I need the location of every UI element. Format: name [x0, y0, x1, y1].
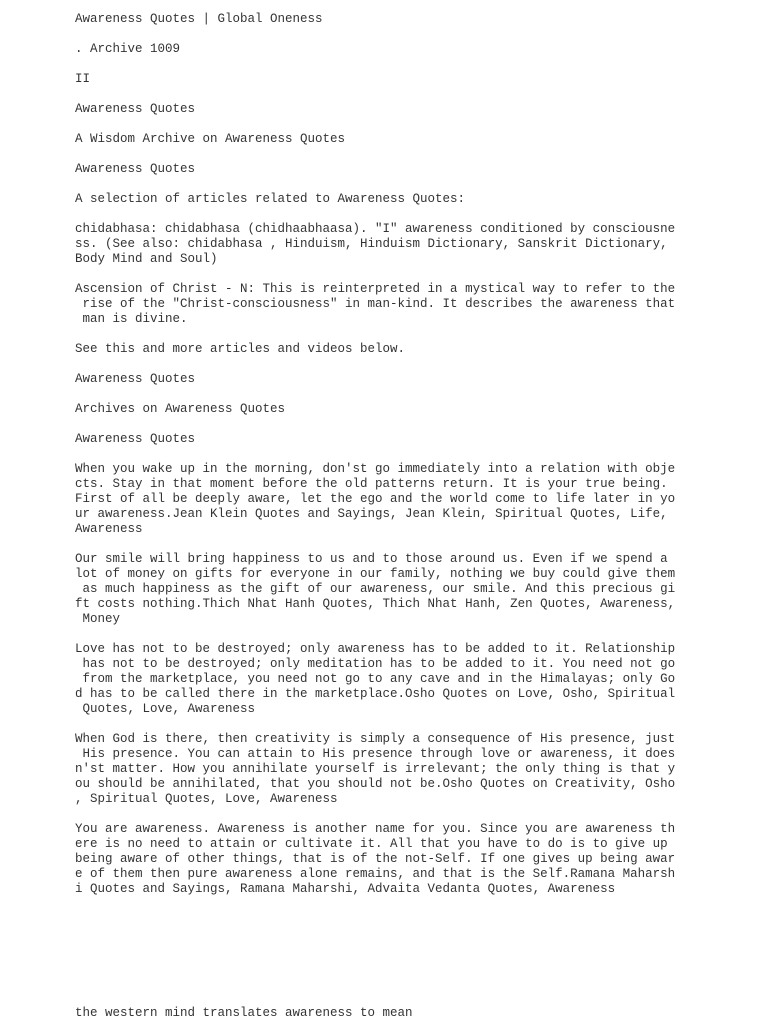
article-ascension: Ascension of Christ - N: This is reinterpreted in a mystical way to refer to the rise of the "Christ-consciousness" in man-kind. It describes the awareness that man is divine. — [75, 282, 676, 326]
quotes-title: Awareness Quotes — [75, 432, 196, 446]
roman-numeral: II — [75, 72, 91, 86]
page-heading: Awareness Quotes — [75, 102, 196, 116]
archive-label: . Archive 1009 — [75, 42, 181, 56]
lead-text: A selection of articles related to Awareness Quotes: — [75, 192, 466, 206]
trailing-text-line: the western mind translates awareness to mean — [75, 1006, 413, 1020]
see-more-text: See this and more articles and videos below. — [75, 342, 406, 356]
page-subtitle: A Wisdom Archive on Awareness Quotes — [75, 132, 346, 146]
quotes-section-title: Awareness Quotes — [75, 372, 196, 386]
quote-ramana-maharshi: You are awareness. Awareness is another name for you. Since you are awareness th ere is no need to attain or cultivate it. All that you have to do is to give up being aware of other things, that is of the not-Self. If one gives up being awar e of them then pure awareness alone remains, and that is the Self.Ramana Maharsh i Quotes and Sayings, Ramana Maharshi, Advaita Vedanta Quotes, Awareness — [75, 822, 676, 896]
article-chidabhasa: chidabhasa: chidabhasa (chidhaabhaasa). "I" awareness conditioned by consciousne ss. (See also: chidabhasa , Hinduism, Hinduism Dictionary, Sanskrit Dictionary, Body Mind and Soul) — [75, 222, 676, 266]
document-body — [75, 12, 685, 912]
quote-osho-creativity: When God is there, then creativity is simply a consequence of His presence, just His presence. You can attain to His presence through love or awareness, it does n'st matter. How you annihilate yourself is irrelevant; the only thing is that y ou should be annihilated, that you should not be.Osho Quotes on Creativity, Osho , Spiritual Quotes, Love, Awareness — [75, 732, 676, 806]
quote-thich-nhat-hanh: Our smile will bring happiness to us and to those around us. Even if we spend a lot of money on gifts for everyone in our family, nothing we buy could give them as much happiness as the gift of our awareness, our smile. And this precious gi ft costs nothing.Thich Nhat Hanh Quotes, Thich Nhat Hanh, Zen Quotes, Awareness, Money — [75, 552, 676, 626]
quote-osho-love: Love has not to be destroyed; only awareness has to be added to it. Relationship has not to be destroyed; only meditation has to be added to it. You need not go from the marketplace, you need not go to any cave and in the Himalayas; only Go d has to be called there in the marketplace.Osho Quotes on Love, Osho, Spiritual Quotes, Love, Awareness — [75, 642, 676, 716]
quote-jean-klein: When you wake up in the morning, don'st go immediately into a relation with obje cts. Stay in that moment before the old patterns return. It is your true being. First of all be deeply aware, let the ego and the world come to life later in yo ur awareness.Jean Klein Quotes and Sayings, Jean Klein, Spiritual Quotes, Life, Awareness — [75, 462, 676, 536]
site-title: Awareness Quotes | Global Oneness — [75, 12, 323, 26]
section-heading: Awareness Quotes — [75, 162, 196, 176]
archives-title: Archives on Awareness Quotes — [75, 402, 286, 416]
